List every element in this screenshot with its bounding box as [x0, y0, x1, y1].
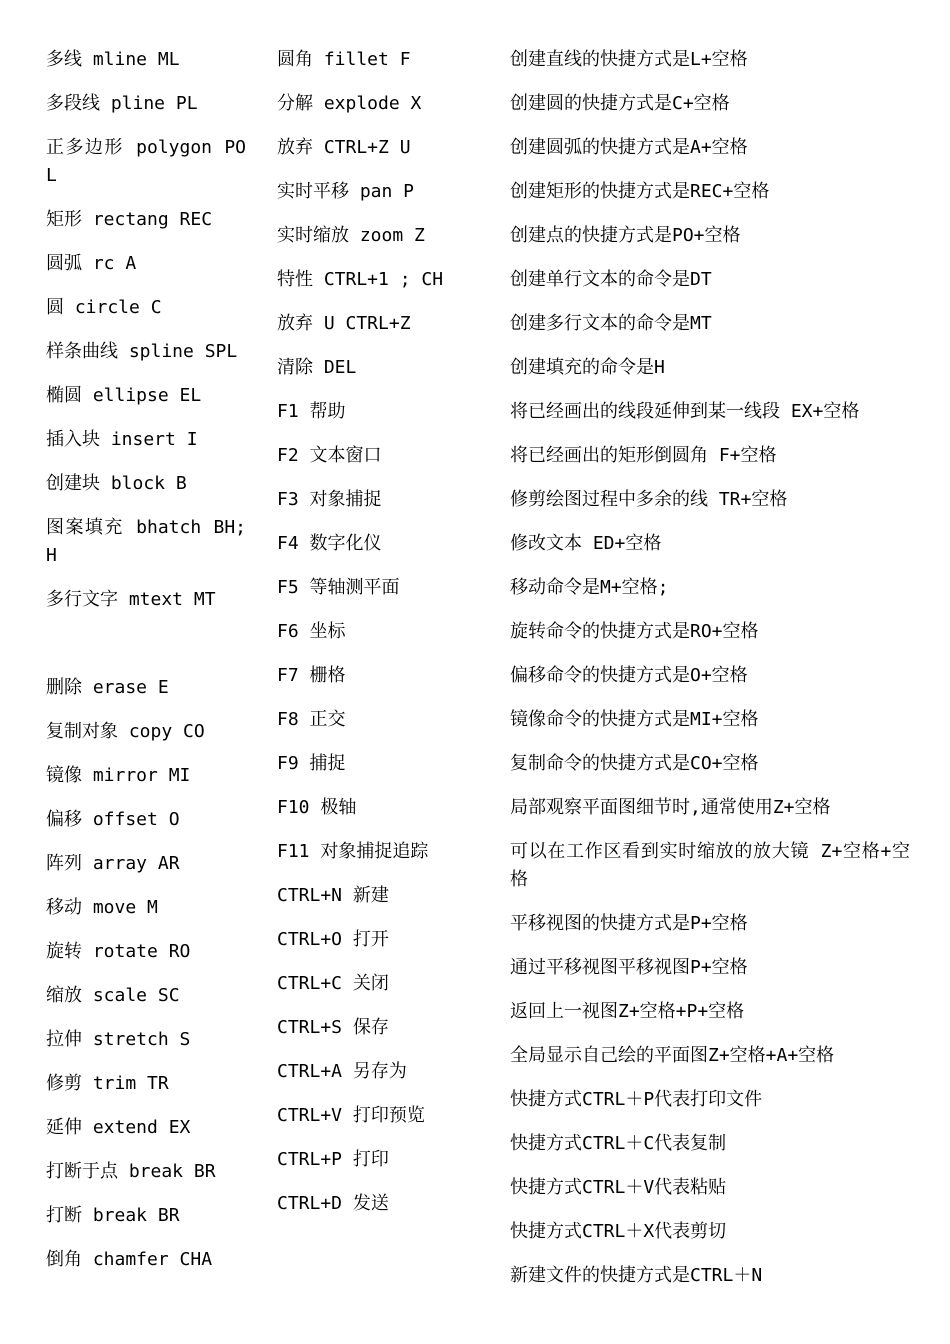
shortcut-line: 新建文件的快捷方式是CTRL＋N — [510, 1265, 763, 1286]
shortcut-line: 打断于点 break BR — [46, 1161, 216, 1182]
shortcut-line: 快捷方式CTRL＋P代表打印文件 — [510, 1089, 763, 1110]
shortcut-line: 快捷方式CTRL＋C代表复制 — [510, 1133, 727, 1154]
shortcut-line: F5 等轴测平面 — [277, 577, 400, 598]
shortcut-line: CTRL+O 打开 — [277, 929, 389, 950]
shortcut-line: 修剪 trim TR — [46, 1073, 169, 1094]
shortcut-line: 多段线 pline PL — [46, 93, 198, 114]
shortcut-line: 圆弧 rc A — [46, 253, 137, 274]
shortcut-line: 可以在工作区看到实时缩放的放大镜 Z+空格+空格 — [510, 841, 910, 890]
shortcut-line: F1 帮助 — [277, 401, 346, 422]
shortcut-line: 插入块 insert I — [46, 429, 198, 450]
shortcut-line: 倒角 chamfer CHA — [46, 1249, 213, 1270]
shortcut-line: 正多边形 polygon POL — [46, 137, 246, 186]
shortcut-line: 实时平移 pan P — [277, 181, 415, 202]
shortcut-line: CTRL+V 打印预览 — [277, 1105, 425, 1126]
shortcut-line: F6 坐标 — [277, 621, 346, 642]
shortcut-line: 创建圆弧的快捷方式是A+空格 — [510, 137, 748, 158]
shortcut-line: 创建直线的快捷方式是L+空格 — [510, 49, 748, 70]
shortcut-line: CTRL+A 另存为 — [277, 1061, 407, 1082]
shortcut-line: 放弃 CTRL+Z U — [277, 137, 411, 158]
shortcut-line — [46, 628, 246, 672]
shortcut-line: CTRL+P 打印 — [277, 1149, 389, 1170]
shortcut-line: 样条曲线 spline SPL — [46, 341, 238, 362]
shortcut-line: 创建点的快捷方式是PO+空格 — [510, 225, 741, 246]
shortcut-line: 多行文字 mtext MT — [46, 589, 216, 610]
shortcut-line: 平移视图的快捷方式是P+空格 — [510, 913, 748, 934]
shortcut-line: 创建多行文本的命令是MT — [510, 313, 712, 334]
shortcut-line: 创建填充的命令是H — [510, 357, 665, 378]
shortcut-line: F10 极轴 — [277, 797, 357, 818]
shortcut-line: CTRL+C 关闭 — [277, 973, 389, 994]
shortcut-line: 快捷方式CTRL＋V代表粘贴 — [510, 1177, 727, 1198]
shortcut-line: 创建圆的快捷方式是C+空格 — [510, 93, 730, 114]
shortcut-line: 拉伸 stretch S — [46, 1029, 191, 1050]
shortcut-line: 创建块 block B — [46, 473, 187, 494]
shortcut-line: 移动 move M — [46, 897, 158, 918]
shortcut-column-descriptions — [510, 44, 910, 1304]
shortcut-line: 局部观察平面图细节时,通常使用Z+空格 — [510, 797, 831, 818]
shortcut-line: CTRL+D 发送 — [277, 1193, 389, 1214]
shortcut-line: 图案填充 bhatch BH; H — [46, 517, 246, 566]
shortcut-line: 实时缩放 zoom Z — [277, 225, 425, 246]
shortcut-line: 缩放 scale SC — [46, 985, 180, 1006]
shortcut-line: 镜像命令的快捷方式是MI+空格 — [510, 709, 759, 730]
shortcut-line: F9 捕捉 — [277, 753, 346, 774]
shortcut-line: F7 栅格 — [277, 665, 346, 686]
shortcut-line: 复制命令的快捷方式是CO+空格 — [510, 753, 759, 774]
shortcut-line: 多线 mline ML — [46, 49, 180, 70]
shortcut-line: 创建单行文本的命令是DT — [510, 269, 712, 290]
shortcut-line: 全局显示自己绘的平面图Z+空格+A+空格 — [510, 1045, 835, 1066]
shortcut-line: 通过平移视图平移视图P+空格 — [510, 957, 748, 978]
shortcut-line: 延伸 extend EX — [46, 1117, 191, 1138]
shortcut-line: 返回上一视图Z+空格+P+空格 — [510, 1001, 745, 1022]
shortcut-line: 椭圆 ellipse EL — [46, 385, 202, 406]
shortcut-line: F8 正交 — [277, 709, 346, 730]
shortcut-line: 偏移 offset O — [46, 809, 180, 830]
shortcut-line: 圆 circle C — [46, 297, 162, 318]
shortcut-line: F4 数字化仪 — [277, 533, 382, 554]
shortcut-line: 分解 explode X — [277, 93, 422, 114]
shortcut-line: 快捷方式CTRL＋X代表剪切 — [510, 1221, 727, 1242]
shortcut-line: 将已经画出的矩形倒圆角 F+空格 — [510, 445, 777, 466]
shortcut-line: 创建矩形的快捷方式是REC+空格 — [510, 181, 770, 202]
shortcut-line: 移动命令是M+空格; — [510, 577, 669, 598]
shortcut-line: CTRL+S 保存 — [277, 1017, 389, 1038]
shortcut-line: 旋转命令的快捷方式是RO+空格 — [510, 621, 759, 642]
shortcut-line: F2 文本窗口 — [277, 445, 382, 466]
shortcut-line: 圆角 fillet F — [277, 49, 411, 70]
shortcut-line: F11 对象捕捉追踪 — [277, 841, 429, 862]
shortcut-line: 修剪绘图过程中多余的线 TR+空格 — [510, 489, 788, 510]
shortcut-line: 镜像 mirror MI — [46, 765, 191, 786]
shortcut-line: 放弃 U CTRL+Z — [277, 313, 411, 334]
shortcut-line: 特性 CTRL+1 ; CH — [277, 269, 444, 290]
shortcut-line: F3 对象捕捉 — [277, 489, 382, 510]
shortcut-line: 偏移命令的快捷方式是O+空格 — [510, 665, 748, 686]
shortcut-line: CTRL+N 新建 — [277, 885, 389, 906]
shortcut-line: 旋转 rotate RO — [46, 941, 191, 962]
shortcut-column-keys — [277, 44, 477, 1232]
shortcut-column-commands — [46, 44, 246, 1288]
shortcut-line: 阵列 array AR — [46, 853, 180, 874]
shortcut-line: 修改文本 ED+空格 — [510, 533, 662, 554]
shortcut-line: 矩形 rectang REC — [46, 209, 213, 230]
shortcut-line: 清除 DEL — [277, 357, 357, 378]
shortcut-line: 打断 break BR — [46, 1205, 180, 1226]
shortcut-line: 删除 erase E — [46, 677, 169, 698]
shortcut-line: 复制对象 copy CO — [46, 721, 205, 742]
shortcut-line: 将已经画出的线段延伸到某一线段 EX+空格 — [510, 401, 860, 422]
